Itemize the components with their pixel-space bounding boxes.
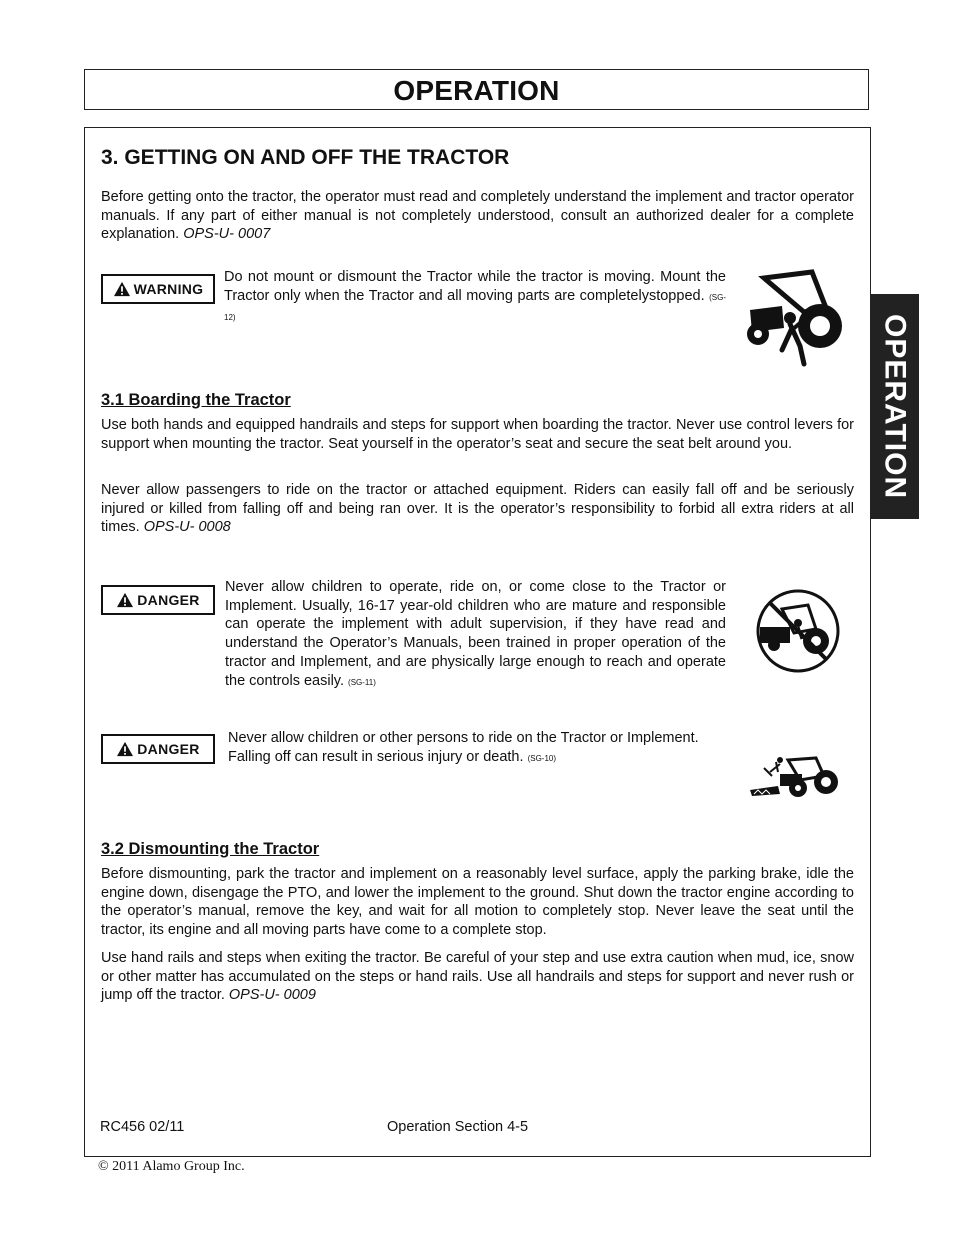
footer-model: RC456 02/11 <box>100 1119 185 1135</box>
danger-badge-2: DANGER <box>101 734 215 764</box>
footer-page-number: Operation Section 4-5 <box>387 1119 529 1135</box>
side-tab-label: OPERATION <box>878 313 912 500</box>
warning-badge: WARNING <box>101 274 215 304</box>
section-heading: 3. GETTING ON AND OFF THE TRACTOR <box>101 146 510 169</box>
page-title: OPERATION <box>393 75 560 106</box>
dismounting-paragraph-1: Before dismounting, park the tractor and implement on a reasonably level surface, apply the parking brake, idle the engine down, disengage the PTO, and lower the implement to the ground. Shut down the tractor engine according to the operator’s manual, remove the key, and wait for all motion to completely stop. Never leave the seat until the tractor, its engine and all moving parts have come to a complete stop. <box>101 866 854 939</box>
boarding-paragraph-2: Never allow passengers to ride on the tractor or attached equipment. Riders can easily fall off and be seriously injured or killed from falling off and being ran over. It is the operator’s responsibility to forbid all extra riders at all times. OPS-U- 0008 <box>101 482 854 536</box>
tractor-mount-hazard-icon <box>742 268 846 368</box>
copyright: © 2011 Alamo Group Inc. <box>98 1159 245 1174</box>
section-side-tab <box>870 294 919 519</box>
danger-text-2: Never allow children or other persons to ride on the Tractor or Implement. Falling off can result in serious injury or death. (SG-10) <box>228 730 699 765</box>
danger-text-1: Never allow children to operate, ride on, or come close to the Tractor or Implement. Usually, 16-17 year-old children who are mature and responsible can operate the implement with adult supervision, if they have read and understand the Operator’s Manuals, been trained in proper operation of the tractor and Implement, and are physically large enough to reach and operate the controls easily. (SG-11) <box>225 579 726 689</box>
intro-paragraph: Before getting onto the tractor, the operator must read and completely understand the implement and tractor operator manuals. If any part of either manual is not completely understood, consult an authorized dealer for a complete explanation. OPS-U- 0007 <box>101 189 854 243</box>
danger-triangle-icon <box>116 741 134 757</box>
warning-text: Do not mount or dismount the Tractor while the tractor is moving. Mount the Tractor only when the Tractor and all moving parts are completelystopped. (SG-12) <box>224 269 727 323</box>
boarding-paragraph-1: Use both hands and equipped handrails and steps for support when boarding the tractor. Never use control levers for support when mounting the tractor. Seat yourself in the operator’s seat and secure the seat belt around you. <box>101 417 854 452</box>
boarding-heading: 3.1 Boarding the Tractor <box>101 391 291 409</box>
warning-triangle-icon <box>113 281 131 297</box>
no-children-prohibition-icon <box>754 587 842 675</box>
danger-badge-1: DANGER <box>101 585 215 615</box>
page-header <box>84 69 869 110</box>
intro-ref: OPS-U- 0007 <box>183 226 271 243</box>
dismounting-heading: 3.2 Dismounting the Tractor <box>101 840 320 858</box>
rider-fall-hazard-icon <box>746 754 846 800</box>
danger-triangle-icon <box>116 592 134 608</box>
dismounting-paragraph-2: Use hand rails and steps when exiting the tractor. Be careful of your step and use extra caution when mud, ice, snow or other matter has accumulated on the steps or hand rails. Use all handrails and steps for support and never rush or jump off the tractor. OPS-U- 0009 <box>101 950 854 1004</box>
